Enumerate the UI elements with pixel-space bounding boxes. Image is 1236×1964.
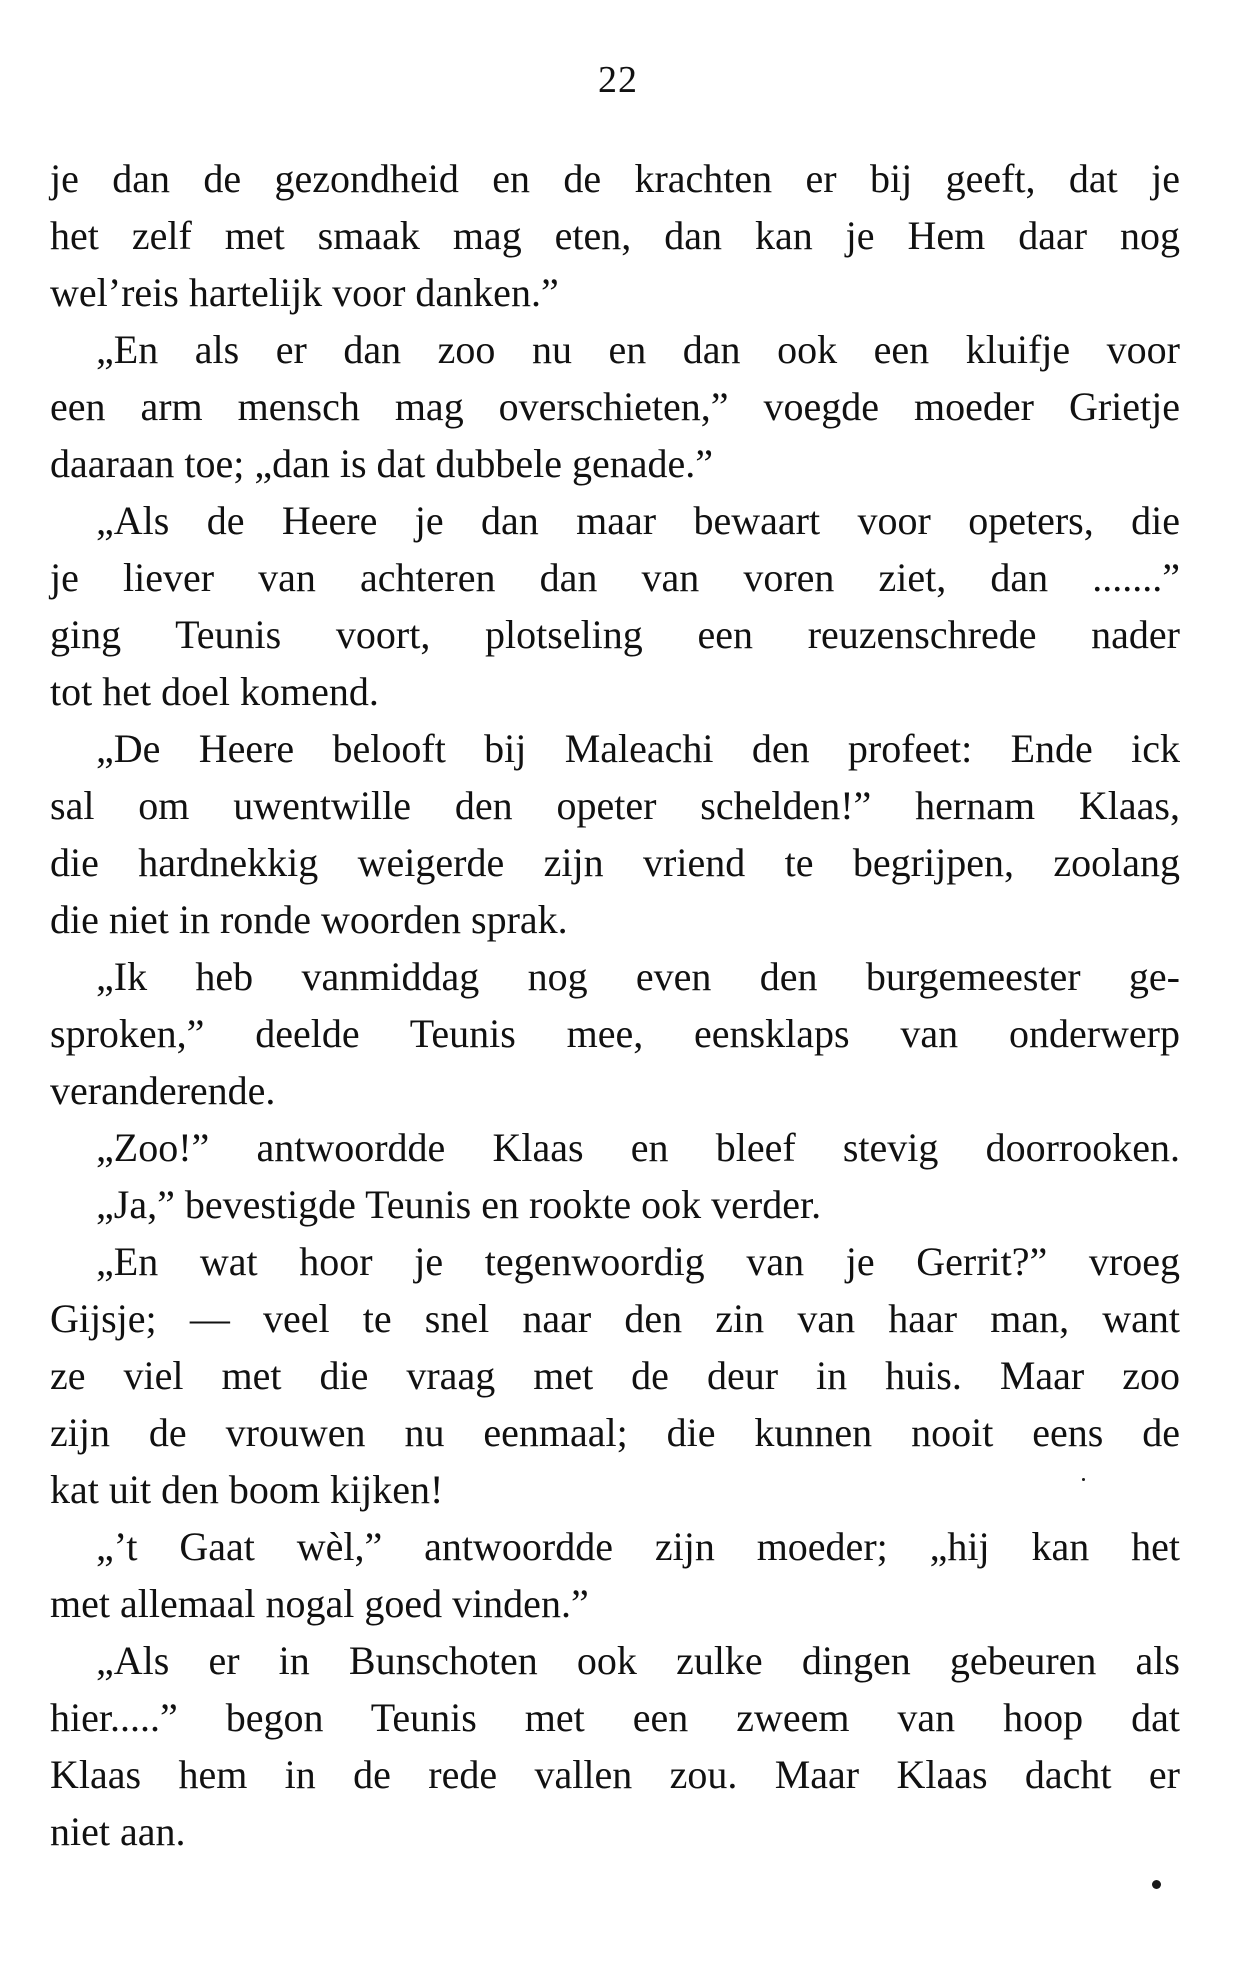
text-line: ze viel met die vraag met de deur in huis. Maar zoo <box>50 1353 1180 1398</box>
text-line: niet aan. <box>50 1809 186 1854</box>
text-line: ging Teunis voort, plotseling een reuzenschrede nader <box>50 612 1180 657</box>
text-line: wel’reis hartelijk voor danken.” <box>50 270 559 315</box>
text-line: „Ik heb vanmiddag nog even den burgemeester ge- <box>96 954 1180 999</box>
text-line: met allemaal nogal goed vinden.” <box>50 1581 589 1626</box>
ink-speck <box>1152 1880 1161 1889</box>
text-line: je liever van achteren dan van voren ziet, dan .......” <box>50 555 1180 600</box>
text-line: „De Heere belooft bij Maleachi den profeet: Ende ick <box>96 726 1180 771</box>
text-line: „Zoo!” antwoordde Klaas en bleef stevig doorrooken. <box>96 1125 1180 1170</box>
text-line: „En als er dan zoo nu en dan ook een kluifje voor <box>96 327 1180 372</box>
text-line: veranderende. <box>50 1068 276 1113</box>
text-line: Klaas hem in de rede vallen zou. Maar Klaas dacht er <box>50 1752 1180 1797</box>
text-line: „Als er in Bunschoten ook zulke dingen gebeuren als <box>96 1638 1180 1683</box>
text-line: tot het doel komend. <box>50 669 379 714</box>
body-text <box>50 150 1180 1860</box>
text-line: Gijsje; — veel te snel naar den zin van haar man, want <box>50 1296 1180 1341</box>
text-line: kat uit den boom kijken! <box>50 1467 444 1512</box>
page-number: 22 <box>598 59 638 101</box>
text-line: die hardnekkig weigerde zijn vriend te begrijpen, zoolang <box>50 840 1180 885</box>
text-line: hier.....” begon Teunis met een zweem van hoop dat <box>50 1695 1180 1740</box>
text-line: een arm mensch mag overschieten,” voegde moeder Grietje <box>50 384 1180 429</box>
text-line: sproken,” deelde Teunis mee, eensklaps van onderwerp <box>50 1011 1180 1056</box>
text-line: je dan de gezondheid en de krachten er bij geeft, dat je <box>50 156 1180 201</box>
text-line: zijn de vrouwen nu eenmaal; die kunnen nooit eens de <box>50 1410 1180 1455</box>
ink-speck <box>1082 1478 1085 1481</box>
text-line: „En wat hoor je tegenwoordig van je Gerrit?” vroeg <box>96 1239 1180 1284</box>
text-line: „Ja,” bevestigde Teunis en rookte ook verder. <box>96 1182 822 1227</box>
text-line: daaraan toe; „dan is dat dubbele genade.” <box>50 441 714 486</box>
text-line: het zelf met smaak mag eten, dan kan je Hem daar nog <box>50 213 1180 258</box>
text-line: „’t Gaat wèl,” antwoordde zijn moeder; „hij kan het <box>96 1524 1180 1569</box>
text-line: „Als de Heere je dan maar bewaart voor opeters, die <box>96 498 1180 543</box>
text-line: die niet in ronde woorden sprak. <box>50 897 568 942</box>
text-line: sal om uwentwille den opeter schelden!” hernam Klaas, <box>50 783 1180 828</box>
